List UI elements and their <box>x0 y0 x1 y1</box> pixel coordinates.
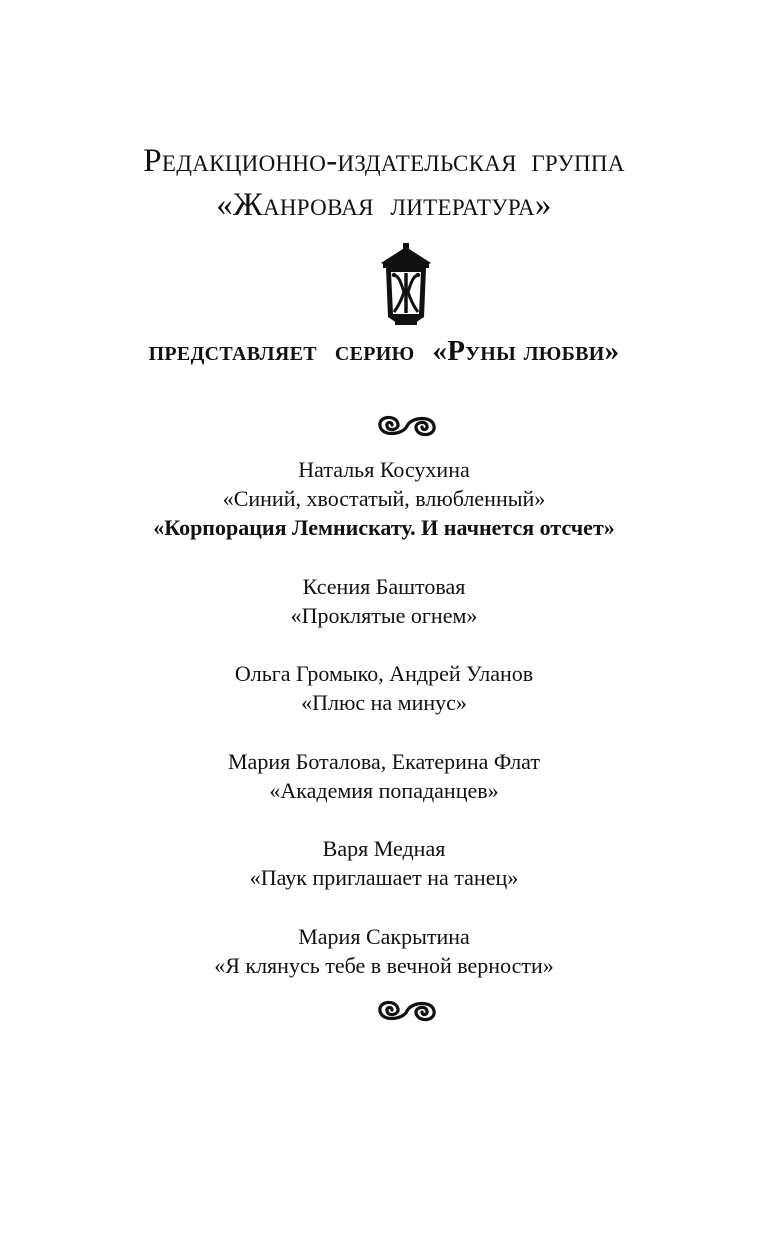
double-spiral-ornament-icon <box>376 998 438 1024</box>
entry-1-title-1: «Синий, хвостатый, влюбленный» <box>222 486 546 511</box>
entry-4-title-1: «Академия попаданцев» <box>269 778 499 803</box>
entry-3-title-1: «Плюс на минус» <box>301 690 467 715</box>
entry-5-title-1: «Паук приглашает на танец» <box>249 865 519 890</box>
entry-6-title-1: «Я клянусь тебе в вечной верности» <box>214 953 554 978</box>
double-spiral-ornament-icon <box>376 413 438 439</box>
entry-6-author: Мария Сакрытина <box>298 924 470 949</box>
entry-1-author: Наталья Косухина <box>298 457 470 482</box>
entry-4-author: Мария Боталова, Екатерина Флат <box>228 749 540 774</box>
entry-1-title-2: «Корпорация Лемнискату. И начнется отсчет» <box>153 515 615 540</box>
entry-3-author: Ольга Громыко, Андрей Уланов <box>234 661 534 686</box>
presents-label: представляет <box>148 335 317 367</box>
publisher-title-line-2: «Жанровая литература» <box>216 187 552 223</box>
lantern-zh-logo-icon <box>379 243 433 327</box>
publisher-title-line-1: Редакционно-издательская группа <box>143 143 625 179</box>
series-word: серию <box>334 335 415 367</box>
series-announcement <box>0 333 768 369</box>
entry-2-title-1: «Проклятые огнем» <box>290 603 478 628</box>
series-name: «Руны любви» <box>432 335 620 367</box>
entry-2-author: Ксения Баштовая <box>302 574 466 599</box>
entry-5-author: Варя Медная <box>322 836 446 861</box>
